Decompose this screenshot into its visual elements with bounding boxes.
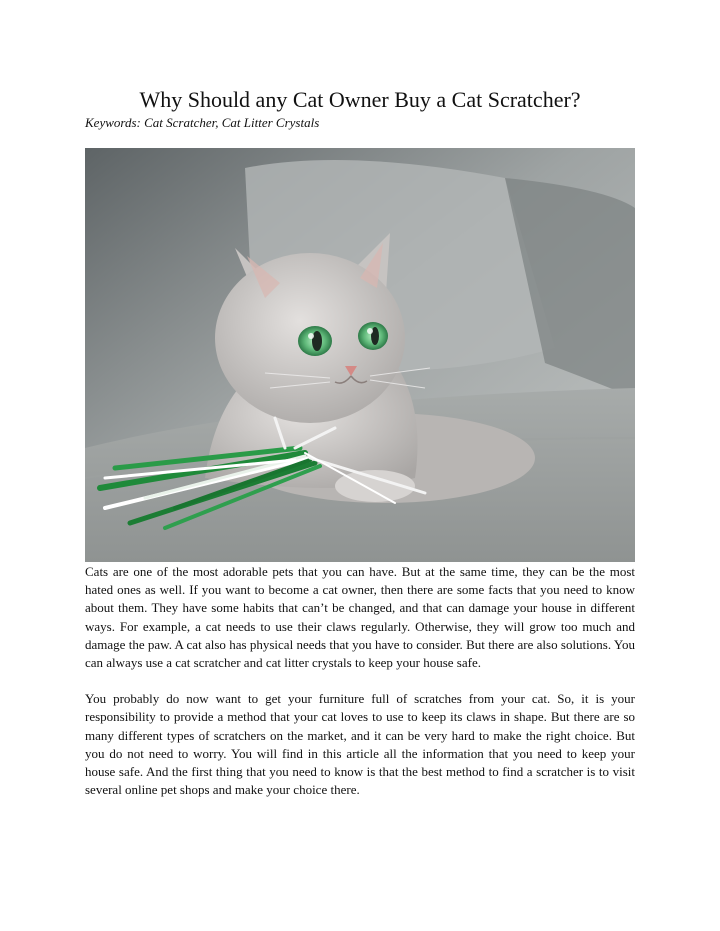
- keywords-line: Keywords: Cat Scratcher, Cat Litter Crystals: [85, 115, 320, 130]
- paragraph: You probably do now want to get your furniture full of scratches from your cat. So, it is your responsibility to provide a method that your cat loves to use to keep its claws in shape. But there are so many different types of scratchers on the market, and it can be very hard to make the right choice. But you do not need to worry. You will find in this article all the information that you need to keep your house safe. And the first thing that you need to know is that the best method to find a scratcher is to visit several online pet shops and make your choice there.: [85, 691, 635, 798]
- article-body: [85, 563, 635, 817]
- cat-illustration: [85, 148, 635, 562]
- document-title: Why Should any Cat Owner Buy a Cat Scratcher?: [139, 87, 581, 112]
- paragraph: Cats are one of the most adorable pets that you can have. But at the same time, they can be the most hated ones as well. If you want to become a cat owner, then there are some facts that you need to know about them. They have some habits that can’t be changed, and that can damage your house in different ways. For example, a cat needs to use their claws regularly. Otherwise, they will grow too much and damage the paw. A cat also has physical needs that you have to consider. But there are also solutions. You can always use a cat scratcher and cat litter crystals to keep your house safe.: [85, 564, 635, 671]
- cat-photo: [85, 148, 635, 562]
